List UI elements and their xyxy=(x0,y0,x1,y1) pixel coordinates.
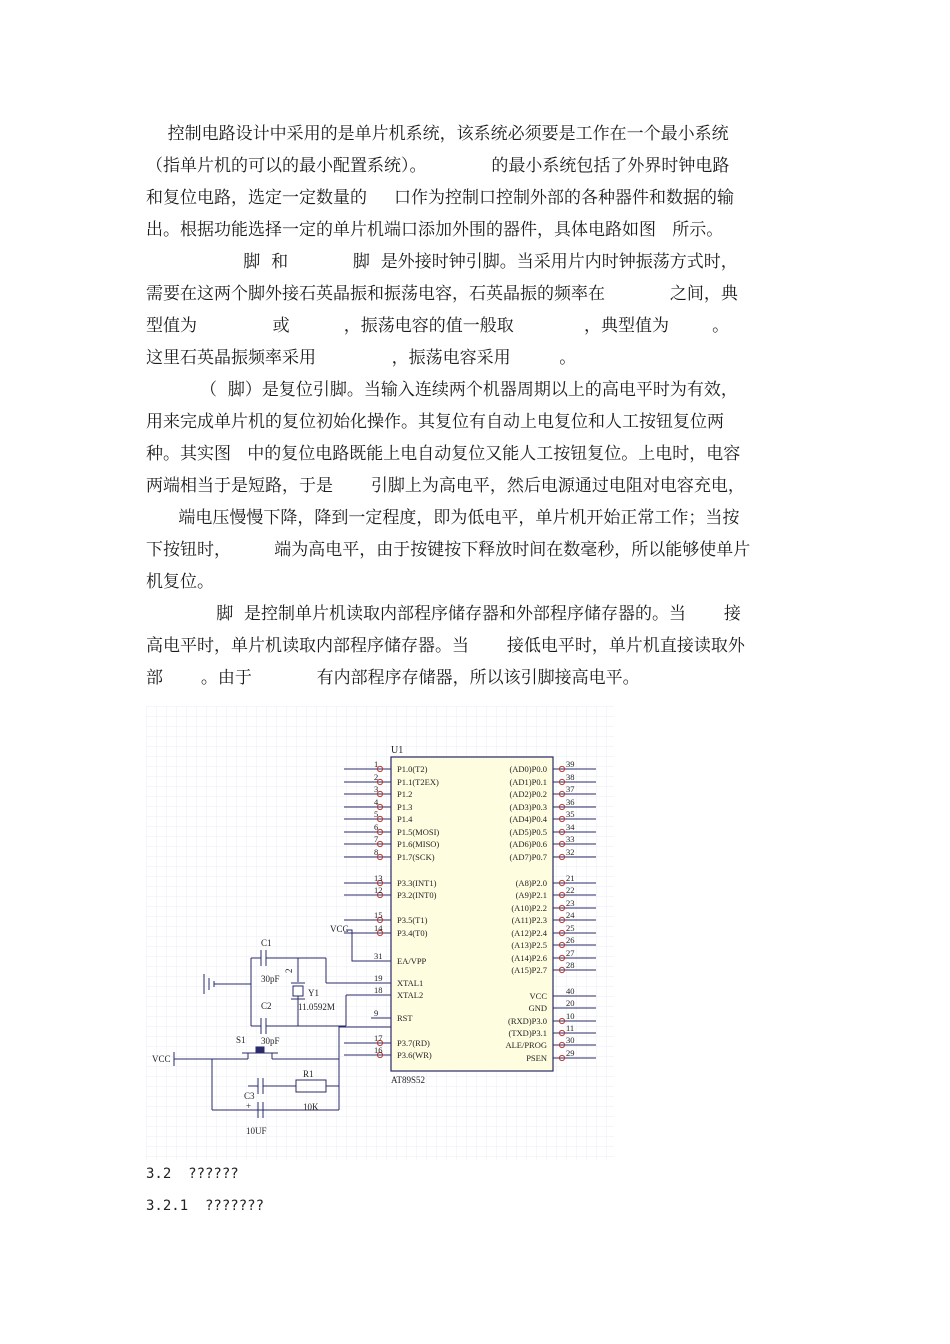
paragraph-line: 端电压慢慢下降，降到一定程度，即为低电平，单片机开始正常工作；当按 xyxy=(146,508,740,528)
pin-number: 37 xyxy=(566,784,575,794)
pin-name: P1.3 xyxy=(397,802,413,812)
vcc-label-left: VCC xyxy=(152,1054,171,1064)
pin-number: 27 xyxy=(566,948,575,958)
paragraph-line: 脚 是控制单片机读取内部程序储存器和外部程序储存器的。当 接 xyxy=(146,604,741,624)
paragraph-line: 下按钮时， 端为高电平，由于按键按下释放时间在数毫秒，所以能够使单片 xyxy=(146,540,751,560)
paragraph-4 xyxy=(146,598,810,694)
c1-value: 30pF xyxy=(261,974,280,984)
pin-name: (AD2)P0.2 xyxy=(509,789,547,799)
pin-name: P1.5(MOSI) xyxy=(397,827,440,837)
paragraph-3 xyxy=(146,374,810,598)
pin-name: P3.2(INT0) xyxy=(397,890,437,900)
pin-number: 32 xyxy=(566,847,575,857)
pin-name: (A10)P2.2 xyxy=(511,903,547,913)
pin-number: 39 xyxy=(566,759,575,769)
r1-value: 10K xyxy=(303,1102,319,1112)
pin-name: ALE/PROG xyxy=(505,1040,547,1050)
pin-name: RST xyxy=(397,1013,413,1023)
pin-name: P1.0(T2) xyxy=(397,764,428,774)
paragraph-line: （指单片机的可以的最小配置系统）。 的最小系统包括了外界时钟电路 xyxy=(146,156,730,176)
pin-number: 29 xyxy=(566,1048,575,1058)
c3-polarity: + xyxy=(246,1101,252,1111)
paragraph-line: 和复位电路，选定一定数量的 口作为控制口控制外部的各种器件和数据的输 xyxy=(146,188,735,208)
pin-name: VCC xyxy=(529,991,547,1001)
pin-number: 31 xyxy=(374,951,383,961)
pin-name: (AD6)P0.6 xyxy=(509,839,547,849)
paragraph-line: 脚 和 脚 是外接时钟引脚。当采用片内时钟振荡方式时， xyxy=(146,252,738,272)
paragraph-line: 机复位。 xyxy=(146,572,214,592)
pin-name: (AD4)P0.4 xyxy=(509,814,547,824)
paragraph-line: 种。其实图 中的复位电路既能上电自动复位又能人工按钮复位。上电时，电容 xyxy=(146,444,741,464)
pin-name: P3.7(RD) xyxy=(397,1038,430,1048)
pin-name: XTAL2 xyxy=(397,990,424,1000)
pin-name: (A9)P2.1 xyxy=(515,890,547,900)
paragraph-line: 两端相当于是短路，于是 引脚上为高电平，然后电源通过电阻对电容充电， xyxy=(146,476,745,496)
paragraph-line: 用来完成单片机的复位初始化操作。其复位有自动上电复位和人工按钮复位两 xyxy=(146,412,724,432)
pin-number: 1 xyxy=(374,759,379,769)
pin-name: (AD3)P0.3 xyxy=(509,802,547,812)
y1-ref: Y1 xyxy=(308,988,319,998)
pin-number: 28 xyxy=(566,960,575,970)
pin-name: XTAL1 xyxy=(397,978,424,988)
paragraph-2 xyxy=(146,246,810,374)
c1-ref: C1 xyxy=(261,938,272,948)
paragraph-1 xyxy=(146,118,810,246)
pin-number: 35 xyxy=(566,809,575,819)
pin-name: (A15)P2.7 xyxy=(511,965,547,975)
pin-name: (TXD)P3.1 xyxy=(508,1028,547,1038)
pin-number: 12 xyxy=(374,885,383,895)
subsection-heading: 3.2.1 ??????? xyxy=(146,1198,265,1214)
pin-number: 5 xyxy=(374,809,379,819)
pin-name: PSEN xyxy=(526,1053,547,1063)
pin-name: P1.7(SCK) xyxy=(397,852,435,862)
pin-number: 14 xyxy=(374,923,383,933)
pin-number: 4 xyxy=(374,797,379,807)
pin-number: 7 xyxy=(374,834,379,844)
pin-name: (A12)P2.4 xyxy=(511,928,547,938)
pin-number: 25 xyxy=(566,923,575,933)
y1-pin-number: 2 xyxy=(284,968,294,973)
paragraph-line: （ 脚）是复位引脚。当输入连续两个机器周期以上的高电平时为有效， xyxy=(146,380,738,400)
pin-name: P1.2 xyxy=(397,789,413,799)
pin-number: 9 xyxy=(374,1008,379,1018)
pin-name: (A8)P2.0 xyxy=(515,878,547,888)
pin-number: 20 xyxy=(566,998,575,1008)
pin-number: 8 xyxy=(374,847,379,857)
schematic-figure xyxy=(146,706,614,1160)
pin-number: 36 xyxy=(566,797,575,807)
pin-number: 34 xyxy=(566,822,575,832)
pin-name: (A13)P2.5 xyxy=(511,940,547,950)
pin-number: 19 xyxy=(374,973,383,983)
vcc-label-ea: VCC xyxy=(330,924,349,934)
pin-number: 22 xyxy=(566,885,575,895)
pin-number: 33 xyxy=(566,834,575,844)
pin-name: (RXD)P3.0 xyxy=(508,1016,547,1026)
schematic-diagram xyxy=(146,706,614,1160)
pin-number: 11 xyxy=(566,1023,575,1033)
paragraph-line: 控制电路设计中采用的是单片机系统，该系统必须要是工作在一个最小系统 xyxy=(146,124,729,144)
pin-number: 26 xyxy=(566,935,575,945)
pin-name: P1.4 xyxy=(397,814,413,824)
pin-name: P3.6(WR) xyxy=(397,1050,432,1060)
pin-name: (AD5)P0.5 xyxy=(509,827,547,837)
c2-value: 30pF xyxy=(261,1036,280,1046)
pin-number: 17 xyxy=(374,1033,383,1043)
s1-ref: S1 xyxy=(236,1035,246,1045)
paragraph-line: 这里石英晶振频率采用 ，振荡电容采用 。 xyxy=(146,348,577,368)
pin-name: EA/VPP xyxy=(397,956,427,966)
pin-name: (AD7)P0.7 xyxy=(509,852,547,862)
pin-number: 13 xyxy=(374,873,383,883)
pin-number: 16 xyxy=(374,1045,383,1055)
pin-number: 38 xyxy=(566,772,575,782)
pin-number: 6 xyxy=(374,822,379,832)
c3-ref: C3 xyxy=(244,1091,255,1101)
pin-name: P3.3(INT1) xyxy=(397,878,437,888)
chip-part: AT89S52 xyxy=(391,1075,426,1085)
pin-number: 3 xyxy=(374,784,379,794)
pin-number: 15 xyxy=(374,910,383,920)
paragraph-line: 出。根据功能选择一定的单片机端口添加外围的器件，具体电路如图 所示。 xyxy=(146,220,724,240)
c2-ref: C2 xyxy=(261,1001,272,1011)
c3-value: 10UF xyxy=(246,1126,267,1136)
pin-number: 24 xyxy=(566,910,575,920)
section-heading: 3.2 ?????? xyxy=(146,1166,239,1182)
pin-name: (A14)P2.6 xyxy=(511,953,547,963)
pin-name: P3.5(T1) xyxy=(397,915,428,925)
y1-value: 11.0592M xyxy=(298,1002,335,1012)
paragraph-line: 需要在这两个脚外接石英晶振和振荡电容，石英晶振的频率在 之间，典 xyxy=(146,284,738,304)
pin-name: P1.6(MISO) xyxy=(397,839,440,849)
pin-number: 10 xyxy=(566,1011,575,1021)
pin-number: 40 xyxy=(566,986,575,996)
pin-name: P1.1(T2EX) xyxy=(397,777,439,787)
paragraph-line: 型值为 或 ，振荡电容的值一般取 ，典型值为 。 xyxy=(146,316,730,336)
pin-number: 23 xyxy=(566,898,575,908)
pin-name: P3.4(T0) xyxy=(397,928,428,938)
pin-number: 2 xyxy=(374,772,379,782)
pin-name: (AD1)P0.1 xyxy=(509,777,547,787)
paragraph-line: 部 。由于 有内部程序存储器，所以该引脚接高电平。 xyxy=(146,668,640,688)
pin-name: (A11)P2.3 xyxy=(511,915,547,925)
pin-name: GND xyxy=(528,1003,547,1013)
pin-name: (AD0)P0.0 xyxy=(509,764,547,774)
pin-number: 18 xyxy=(374,985,383,995)
pin-number: 21 xyxy=(566,873,575,883)
pin-number: 30 xyxy=(566,1035,575,1045)
chip-ref: U1 xyxy=(391,745,404,756)
paragraph-line: 高电平时，单片机读取内部程序储存器。当 接低电平时，单片机直接读取外 xyxy=(146,636,745,656)
r1-ref: R1 xyxy=(303,1069,314,1079)
